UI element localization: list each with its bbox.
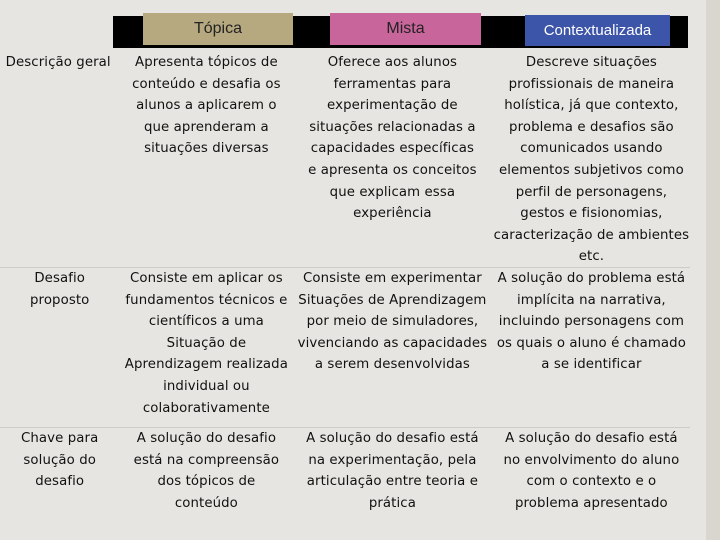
column-header-contextualizada-label: Contextualizada — [543, 22, 652, 39]
cell-topica: Apresenta tópicos de conteúdo e desafia os alunos a aplicarem o que aprenderam a situações diversas — [132, 55, 281, 157]
row-divider — [0, 427, 690, 428]
row-label: Chave para solução do desafio — [21, 430, 99, 490]
row-divider — [0, 267, 690, 268]
column-header-topica — [143, 13, 293, 45]
comparison-table — [0, 52, 691, 528]
cell-topica: Consiste em aplicar os fundamentos técnicos e científicos a uma Situação de Aprendizagem realizada individual ou colaborativamente — [124, 270, 288, 416]
cell-mista: A solução do desafio está na experimentação, pela articulação entre teoria e prática — [306, 430, 479, 511]
table-row — [0, 52, 691, 268]
cell-contextualizada: Descreve situações profissionais de maneira holística, já que contexto, problema e desafios são comunicados usando elementos subjetivos como perfil de personagens, gestos e fisionomias, caracterização de ambientes etc. — [493, 55, 690, 265]
column-header-mista-label: Mista — [386, 20, 425, 37]
column-header-mista — [330, 13, 481, 45]
column-header-topica-label: Tópica — [193, 20, 243, 37]
row-label: Descrição geral — [5, 55, 111, 70]
right-edge-stripe — [706, 0, 720, 540]
row-label: Desafio proposto — [30, 270, 90, 308]
cell-contextualizada: A solução do desafio está no envolvimento do aluno com o contexto e o problema apresentado — [503, 430, 680, 511]
cell-mista: Consiste em experimentar Situações de Aprendizagem por meio de simuladores, vivenciando as capacidades a serem desenvolvidas — [297, 270, 488, 373]
cell-mista: Oferece aos alunos ferramentas para experimentação de situações relacionadas a capacidades específicas e apresenta os conceitos que explicam essa experiência — [308, 55, 477, 222]
table-row — [0, 428, 691, 528]
cell-contextualizada: A solução do problema está implícita na narrativa, incluindo personagens com os quais o aluno é chamado a se identificar — [496, 270, 686, 373]
table-row — [0, 268, 691, 428]
column-header-contextualizada — [525, 15, 670, 46]
cell-topica: A solução do desafio está na compreensão dos tópicos de conteúdo — [133, 430, 280, 511]
